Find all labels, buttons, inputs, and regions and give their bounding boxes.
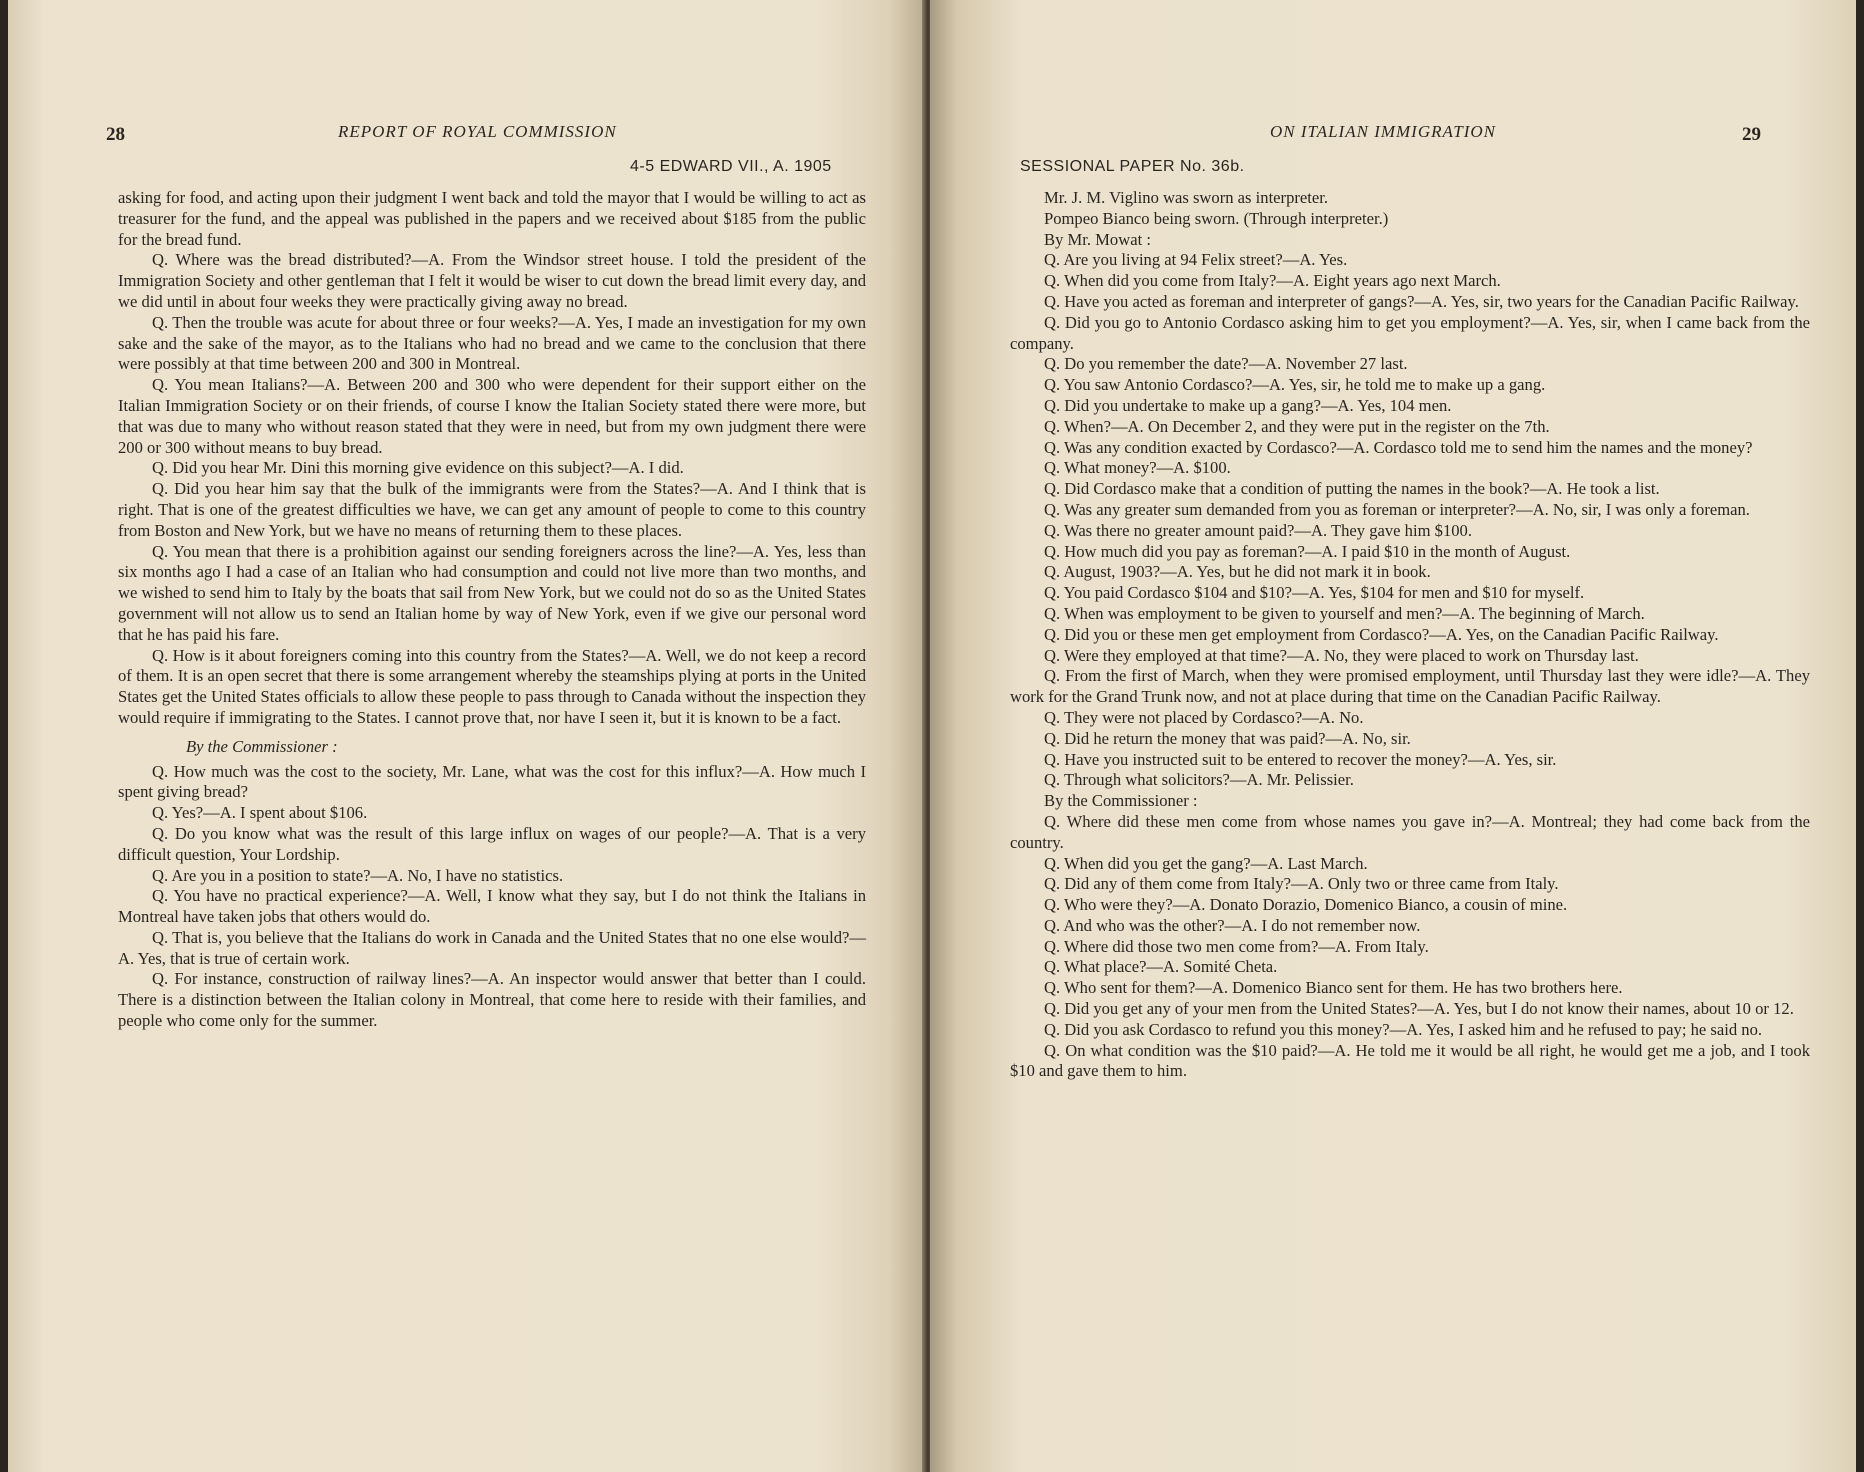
paragraph: Q. Where was the bread distributed?—A. From the Windsor street house. I told the president of the Immigration Society and other gentleman that I felt it would be wiser to cut down the bread limit every day, and we did until in about four weeks they were practically giving away no bread. — [118, 250, 866, 311]
paragraph: Q. Through what solicitors?—A. Mr. Pelissier. — [1044, 770, 1354, 790]
paragraph: Q. You mean that there is a prohibition against our sending foreigners across the line?—A. Yes, less than six months ago I had a case of an Italian who had consumption and could not live more than two months, and we wished to send him to Italy by the boats that sail from New York, but we could not do so as the United States government will not allow us to send an Italian home by way of New York, even if we give our personal word that he has paid his fare. — [118, 541, 866, 644]
paragraph: Q. Did you hear him say that the bulk of the immigrants were from the States?—A. And I think that is right. That is one of the greatest difficulties we have, we can get any amount of people to come to this country from Boston and New York, but we have no means of returning them to these places. — [118, 479, 866, 540]
paragraph: Q. How much was the cost to the society, Mr. Lane, what was the cost for this influx?—A. How much I spent giving bread? — [118, 761, 866, 802]
left-page — [8, 0, 926, 1472]
running-head: REPORT OF ROYAL COMMISSION — [338, 122, 617, 141]
paragraph: Q. When?—A. On December 2, and they were put in the register on the 7th. — [1044, 416, 1550, 436]
paragraph: Q. Do you remember the date?—A. November 27 last. — [1044, 354, 1408, 374]
paragraph: Q. Did you or these men get employment from Cordasco?—A. Yes, on the Canadian Pacific Railway. — [1044, 624, 1719, 644]
section-heading: By the Commissioner : — [186, 736, 338, 756]
paragraph: Q. When was employment to be given to yourself and men?—A. The beginning of March. — [1044, 603, 1645, 623]
paragraph: Q. You have no practical experience?—A. Well, I know what they say, but I do not think the Italians in Montreal have taken jobs that others would do. — [118, 886, 866, 927]
right-page — [930, 0, 1856, 1472]
paragraph: Q. What money?—A. $100. — [1044, 458, 1231, 478]
page-body — [118, 188, 866, 1032]
session-heading: 4-5 EDWARD VII., A. 1905 — [630, 158, 832, 175]
paragraph: Q. From the first of March, when they were promised employment, until Thursday last they were idle?—A. They work for the Grand Trunk now, and not at place during that time on the Canadian Pacific Railway. — [1010, 666, 1810, 707]
page-body — [1010, 188, 1810, 1082]
paragraph: Q. Did any of them come from Italy?—A. Only two or three came from Italy. — [1044, 874, 1559, 894]
paragraph: Q. You mean Italians?—A. Between 200 and 300 who were dependent for their support either on the Italian Immigration Society or on their friends, of course I know the Italian Society stated there were more, but that was due to many who without reason stated that they were in need, but from my own judgment there were 200 or 300 without means to buy bread. — [118, 375, 866, 457]
paragraph: Q. Were they employed at that time?—A. No, they were placed to work on Thursday last. — [1044, 645, 1639, 665]
paragraph: Q. For instance, construction of railway lines?—A. An inspector would answer that better than I could. There is a distinction between the Italian colony in Montreal, that come here to reside with their families, and people who come only for the summer. — [118, 969, 866, 1031]
paragraph: Q. Was any greater sum demanded from you as foreman or interpreter?—A. No, sir, I was only a foreman. — [1044, 499, 1750, 519]
paragraph: By the Commissioner : — [1044, 791, 1198, 811]
paragraph: Q. Did you get any of your men from the United States?—A. Yes, but I do not know their names, about 10 or 12. — [1044, 999, 1794, 1019]
paragraph: Q. Who were they?—A. Donato Dorazio, Domenico Bianco, a cousin of mine. — [1044, 895, 1568, 915]
paragraph: Q. Have you acted as foreman and interpreter of gangs?—A. Yes, sir, two years for the Canadian Pacific Railway. — [1044, 291, 1799, 311]
paragraph: Q. Who sent for them?—A. Domenico Bianco sent for them. He has two brothers here. — [1044, 978, 1623, 998]
paragraph: Q. On what condition was the $10 paid?—A. He told me it would be all right, he would get me a job, and I took $10 and gave them to him. — [1010, 1040, 1810, 1081]
session-heading: SESSIONAL PAPER No. 36b. — [1020, 158, 1245, 175]
paragraph: Q. Was any condition exacted by Cordasco?—A. Cordasco told me to send him the names and the money? — [1044, 437, 1753, 457]
paragraph: Q. You paid Cordasco $104 and $10?—A. Yes, $104 for men and $10 for myself. — [1044, 583, 1585, 603]
paragraph: Pompeo Bianco being sworn. (Through interpreter.) — [1044, 208, 1389, 228]
paragraph: Q. Did you ask Cordasco to refund you this money?—A. Yes, I asked him and he refused to pay; he said no. — [1044, 1019, 1763, 1039]
paragraph: Q. Are you living at 94 Felix street?—A. Yes. — [1044, 250, 1348, 270]
paragraph: Q. Where did these men come from whose names you gave in?—A. Montreal; they had come back from the country. — [1010, 811, 1810, 852]
paragraph: By Mr. Mowat : — [1044, 229, 1151, 249]
paragraph: Q. Where did those two men come from?—A. From Italy. — [1044, 936, 1429, 956]
paragraph: Q. When did you get the gang?—A. Last March. — [1044, 853, 1368, 873]
running-head: ON ITALIAN IMMIGRATION — [1270, 122, 1496, 141]
paragraph: Q. And who was the other?—A. I do not remember now. — [1044, 915, 1421, 935]
paragraph: Q. Did Cordasco make that a condition of putting the names in the book?—A. He took a list. — [1044, 479, 1660, 499]
paragraph: Q. You saw Antonio Cordasco?—A. Yes, sir, he told me to make up a gang. — [1044, 375, 1546, 395]
paragraph: Q. Yes?—A. I spent about $106. — [152, 803, 368, 823]
paragraph: Q. Did you undertake to make up a gang?—A. Yes, 104 men. — [1044, 395, 1452, 415]
paragraph: Q. Do you know what was the result of this large influx on wages of our people?—A. That is a very difficult question, Your Lordship. — [118, 823, 866, 864]
paragraph: Mr. J. M. Viglino was sworn as interpreter. — [1044, 188, 1328, 207]
paragraph: Q. Are you in a position to state?—A. No, I have no statistics. — [152, 865, 564, 885]
paragraph: Q. August, 1903?—A. Yes, but he did not mark it in book. — [1044, 562, 1431, 582]
paragraph: Q. When did you come from Italy?—A. Eight years ago next March. — [1044, 271, 1501, 291]
paragraph: Q. How is it about foreigners coming into this country from the States?—A. Well, we do not keep a record of them. It is an open secret that there is some arrangement whereby the steamships plying at ports in the United States get the United States officials to allow these people to pass through to Canada without the inspection they would require if immigrating to the States. I cannot prove that, nor have I seen it, but it is known to be a fact. — [118, 645, 866, 727]
paragraph: Q. They were not placed by Cordasco?—A. No. — [1044, 707, 1364, 727]
paragraph: Q. That is, you believe that the Italians do work in Canada and the United States that no one else would?—A. Yes, that is true of certain work. — [118, 927, 866, 968]
paragraph: Q. Did he return the money that was paid?—A. No, sir. — [1044, 728, 1411, 748]
page-number: 28 — [106, 124, 125, 145]
page-number: 29 — [1742, 124, 1761, 145]
paragraph: Q. Then the trouble was acute for about three or four weeks?—A. Yes, I made an investigation for my own sake and the sake of the mayor, as to the Italians who had no bread and we came to the conclusion that there were possibly at that time between 200 and 300 in Montreal. — [118, 312, 866, 374]
paragraph: Q. Was there no greater amount paid?—A. They gave him $100. — [1044, 520, 1472, 540]
paragraph: Q. Have you instructed suit to be entered to recover the money?—A. Yes, sir. — [1044, 749, 1557, 769]
paragraph: Q. Did you go to Antonio Cordasco asking him to get you employment?—A. Yes, sir, when I came back from the company. — [1010, 312, 1810, 353]
paragraph: asking for food, and acting upon their judgment I went back and told the mayor that I would be willing to act as treasurer for the fund, and the appeal was published in the papers and we received about $185 from the public for the bread fund. — [118, 188, 866, 249]
paragraph: Q. Did you hear Mr. Dini this morning give evidence on this subject?—A. I did. — [152, 458, 684, 478]
paragraph: Q. What place?—A. Somité Cheta. — [1044, 957, 1278, 977]
paragraph: Q. How much did you pay as foreman?—A. I paid $10 in the month of August. — [1044, 541, 1571, 561]
